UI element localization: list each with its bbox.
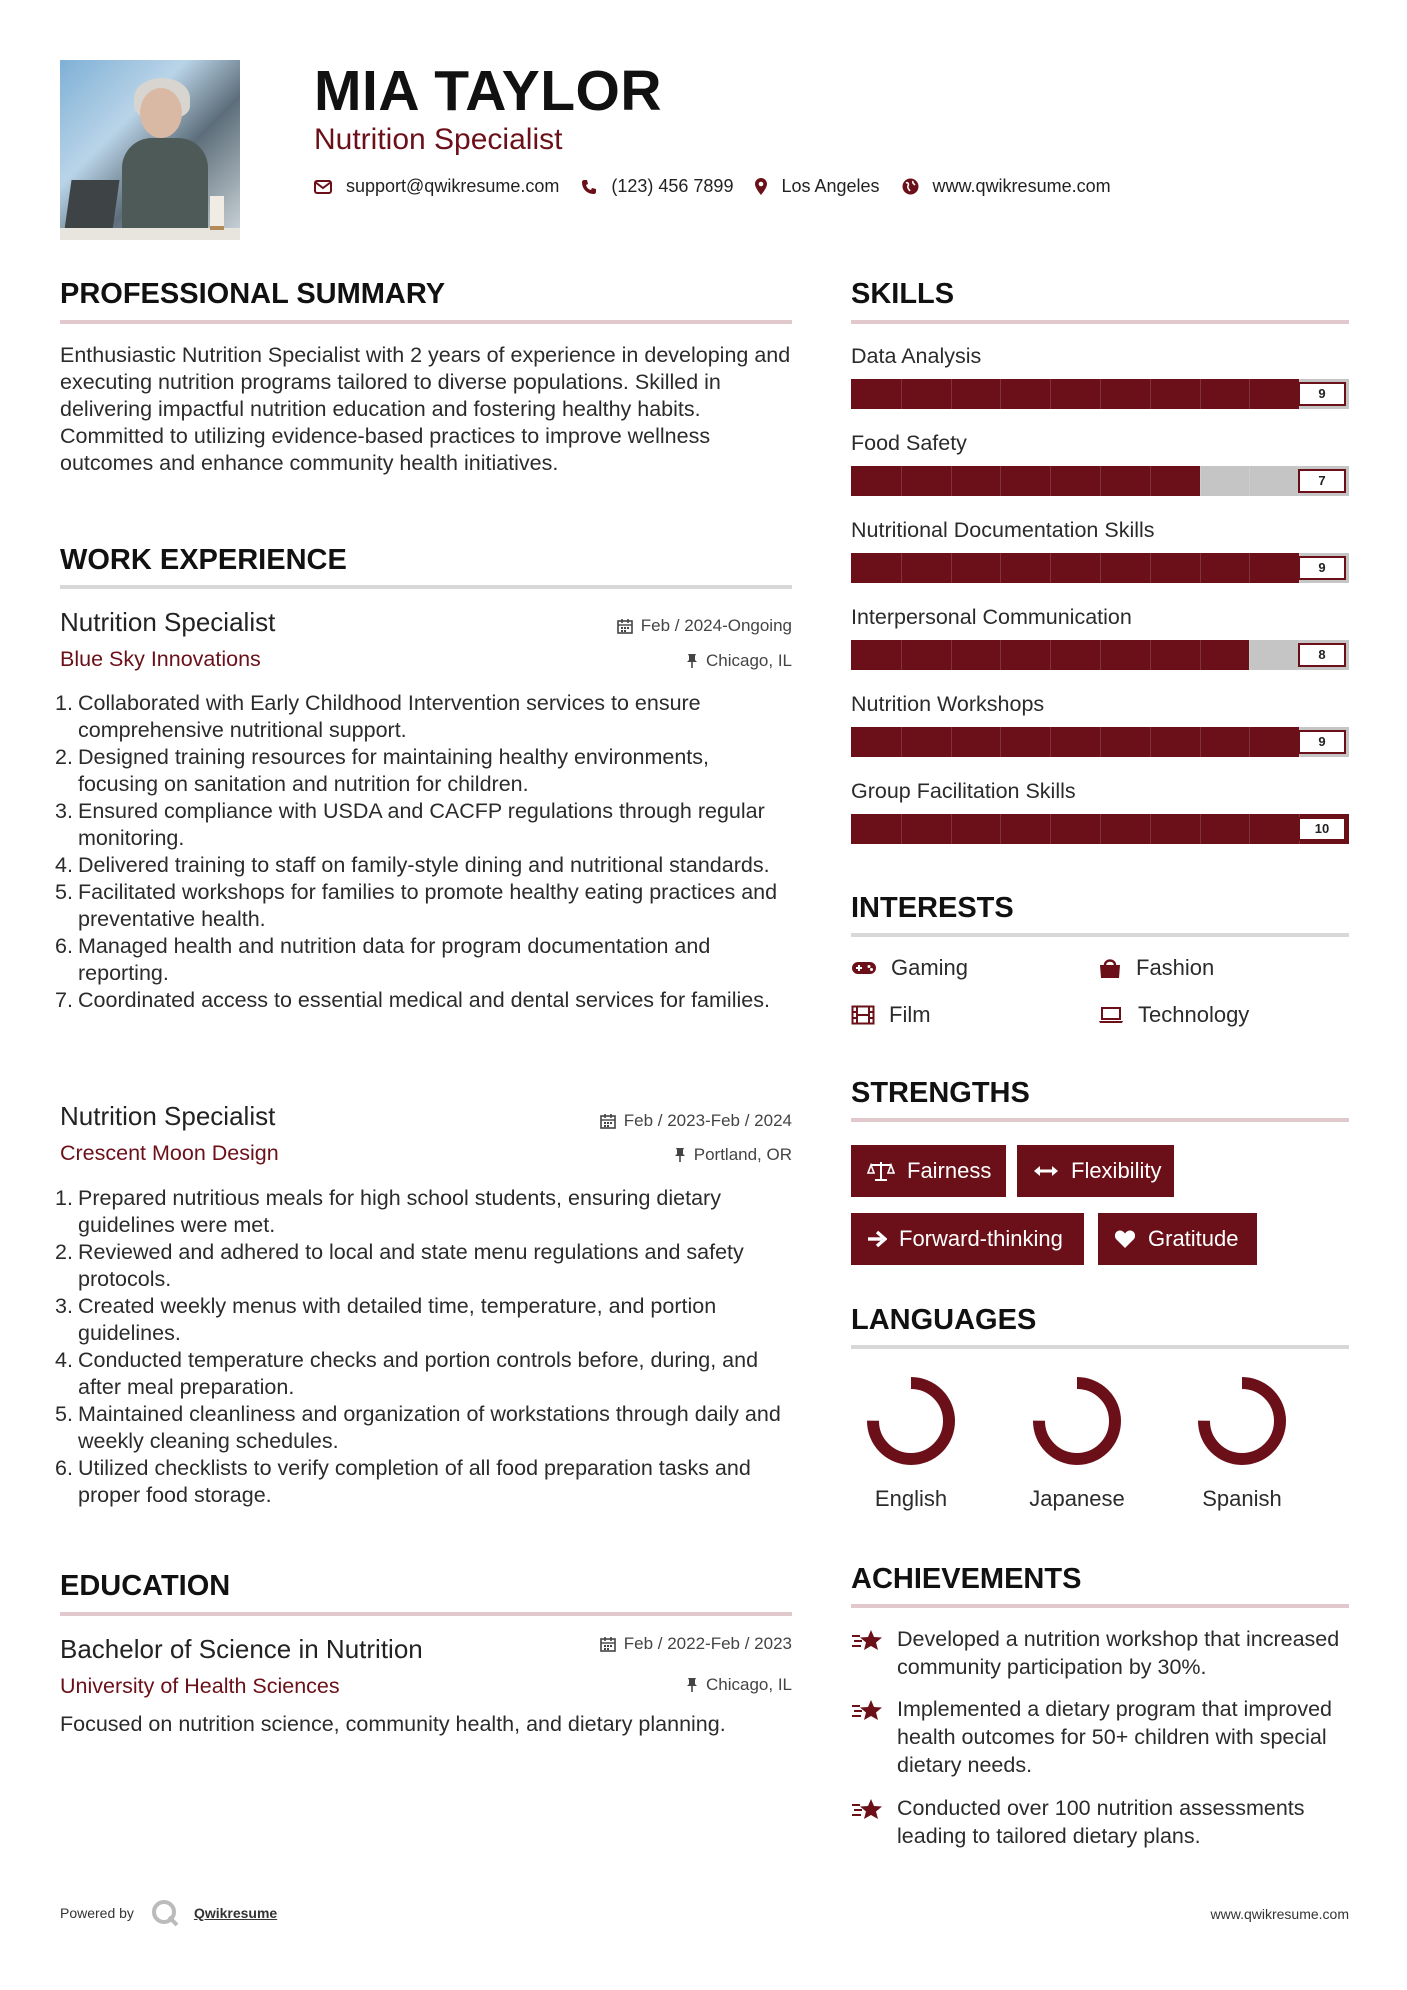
skill-value: 10 [1298, 817, 1346, 841]
skill-bar [851, 814, 1349, 844]
summary-divider [60, 320, 792, 324]
duty-item: 1. Collaborated with Early Childhood Intervention services to ensure comprehensive nutritional support. [55, 691, 701, 742]
job-location [674, 1144, 792, 1166]
skill-bar-segment [1150, 727, 1151, 757]
skill-bar [851, 553, 1349, 583]
film-icon [851, 1005, 875, 1025]
job-location [686, 650, 792, 672]
interest-label: Gaming [891, 955, 969, 980]
heart-icon [1114, 1229, 1136, 1249]
strengths-divider [851, 1118, 1349, 1122]
pushpin-icon [686, 1677, 698, 1693]
calendar-icon [617, 618, 633, 634]
shopping-bag-icon [1098, 957, 1122, 979]
arrows-horizontal-icon [1033, 1164, 1059, 1178]
skill-bar-segment [1100, 727, 1101, 757]
interest-fashion [1098, 954, 1214, 982]
experience-divider [60, 585, 792, 589]
achievement-item [851, 1695, 1351, 1779]
skill-fill [851, 379, 1299, 409]
skill-bar-segment [1249, 379, 1250, 409]
strength-label: Gratitude [1148, 1226, 1239, 1251]
skill-bar-segment [901, 640, 902, 670]
job-dates-text: Feb / 2024-Ongoing [640, 616, 792, 635]
strength-flexibility [1017, 1145, 1174, 1197]
skill-bar-segment [901, 727, 902, 757]
skill-bar-segment [1249, 727, 1250, 757]
skill-fill [851, 466, 1200, 496]
skill-value: 9 [1298, 730, 1346, 754]
skill-item [851, 516, 1349, 583]
skill-bar-segment [1249, 553, 1250, 583]
language-name: English [874, 1486, 948, 1511]
skill-bar-segment [901, 814, 902, 844]
skill-value: 8 [1298, 643, 1346, 667]
education-dates-text: Feb / 2022-Feb / 2023 [623, 1634, 792, 1653]
language-proficiency-ring [1029, 1373, 1125, 1469]
skill-name: Food Safety [851, 431, 967, 455]
strength-forward-thinking [851, 1213, 1084, 1265]
skill-item [851, 603, 1349, 670]
skill-bar-segment [1000, 466, 1001, 496]
skill-bar-segment [951, 553, 952, 583]
interest-technology [1098, 1001, 1249, 1029]
education-degree: Bachelor of Science in Nutrition [60, 1634, 423, 1664]
duty-item: 3. Created weekly menus with detailed time, temperature, and portion guidelines. [55, 1294, 717, 1345]
language-japanese [1012, 1373, 1142, 1513]
contact-bar [314, 176, 1133, 197]
shooting-star-icon [851, 1794, 897, 1850]
skill-bar-segment [1249, 466, 1250, 496]
contact-phone: (123) 456 7899 [611, 176, 734, 196]
gamepad-icon [851, 960, 877, 976]
skill-name: Nutrition Workshops [851, 692, 1045, 716]
map-marker-icon [755, 178, 767, 195]
languages-divider [851, 1345, 1349, 1349]
language-spanish [1177, 1373, 1307, 1513]
skill-bar [851, 727, 1349, 757]
brand-link[interactable]: Qwikresume [193, 1905, 278, 1921]
skill-bar-segment [1150, 640, 1151, 670]
education-dates [600, 1633, 792, 1655]
job-dates [617, 615, 792, 637]
balance-scale-icon [867, 1160, 895, 1182]
skill-value: 9 [1298, 556, 1346, 580]
skill-bar-segment [1000, 814, 1001, 844]
job-dates-text: Feb / 2023-Feb / 2024 [623, 1111, 792, 1130]
interests-divider [851, 933, 1349, 937]
languages-heading: LANGUAGES [851, 1304, 1037, 1336]
skill-name: Data Analysis [851, 344, 982, 368]
skill-name: Group Facilitation Skills [851, 779, 1076, 803]
job-dates [600, 1110, 792, 1132]
duty-item: 6. Managed health and nutrition data for program documentation and reporting. [55, 934, 711, 985]
summary-text: Enthusiastic Nutrition Specialist with 2 years of experience in developing and executing nutrition programs tailored to diverse populations. Skilled in delivering impactful nutrition education and fostering healthy habits. Committed to utilizing evidence-based practices to improve wellness outcomes and enhance community health initiatives. [60, 343, 791, 475]
job-company: Blue Sky Innovations [60, 647, 261, 671]
job-title: Nutrition Specialist [60, 1101, 276, 1131]
skill-bar-segment [1050, 466, 1051, 496]
interest-label: Fashion [1136, 955, 1215, 980]
interest-film [851, 1001, 931, 1029]
duty-item: 4. Delivered training to staff on family-style dining and nutritional standards. [55, 853, 770, 877]
skill-bar [851, 466, 1349, 496]
laptop-icon [1098, 1006, 1124, 1024]
education-location-text: Chicago, IL [706, 1675, 792, 1694]
skill-bar-segment [1200, 379, 1201, 409]
skill-bar-segment [1100, 814, 1101, 844]
skills-divider [851, 320, 1349, 324]
strengths-heading: STRENGTHS [851, 1077, 1030, 1109]
skill-bar-segment [1200, 640, 1201, 670]
interests-heading: INTERESTS [851, 892, 1014, 924]
achievement-item [851, 1625, 1351, 1681]
footer-powered-by [60, 1898, 277, 1928]
skill-item [851, 690, 1349, 757]
strength-label: Flexibility [1071, 1158, 1162, 1183]
strength-gratitude [1098, 1213, 1257, 1265]
job-duties [55, 690, 792, 1014]
skill-bar-segment [1050, 553, 1051, 583]
skill-bar-segment [901, 379, 902, 409]
achievement-text: Developed a nutrition workshop that increased community participation by 30%. [897, 1627, 1340, 1679]
profile-photo [60, 60, 240, 240]
skill-bar-segment [1100, 553, 1101, 583]
duty-item: 6. Utilized checklists to verify completion of all food preparation tasks and proper food storage. [55, 1456, 751, 1507]
skill-bar-segment [1249, 814, 1250, 844]
achievements-heading: ACHIEVEMENTS [851, 1563, 1082, 1595]
skill-item [851, 342, 1349, 409]
skill-bar-segment [1000, 553, 1001, 583]
skills-heading: SKILLS [851, 278, 955, 310]
language-english [846, 1373, 976, 1513]
skill-bar [851, 379, 1349, 409]
achievement-text: Implemented a dietary program that improved health outcomes for 50+ children with special dietary needs. [897, 1697, 1332, 1777]
skill-bar [851, 640, 1349, 670]
phone-icon [581, 179, 597, 195]
skill-bar-segment [1050, 727, 1051, 757]
skill-bar-segment [951, 727, 952, 757]
skill-bar-segment [1200, 553, 1201, 583]
achievement-text: Conducted over 100 nutrition assessments leading to tailored dietary plans. [897, 1796, 1305, 1848]
duty-item: 3. Ensured compliance with USDA and CACFP regulations through regular monitoring. [55, 799, 765, 850]
skill-bar-segment [1100, 640, 1101, 670]
skill-fill [851, 553, 1299, 583]
contact-website[interactable]: www.qwikresume.com [932, 176, 1111, 196]
job-location-text: Portland, OR [693, 1145, 792, 1164]
strength-label: Fairness [907, 1158, 992, 1183]
skill-bar-segment [1000, 379, 1001, 409]
interest-gaming [851, 954, 968, 982]
skill-fill [851, 727, 1299, 757]
calendar-icon [600, 1113, 616, 1129]
job-company: Crescent Moon Design [60, 1141, 279, 1165]
duty-item: 1. Prepared nutritious meals for high school students, ensuring dietary guidelines were met. [55, 1186, 721, 1237]
skill-bar-segment [1100, 466, 1101, 496]
skill-bar-segment [1249, 640, 1250, 670]
pushpin-icon [686, 653, 698, 669]
skill-bar-segment [1100, 379, 1101, 409]
education-divider [60, 1612, 792, 1616]
skill-bar-segment [951, 466, 952, 496]
shooting-star-icon [851, 1695, 897, 1779]
interest-label: Film [889, 1002, 931, 1027]
education-heading: EDUCATION [60, 1570, 231, 1602]
skill-bar-segment [1200, 466, 1201, 496]
skill-bar-segment [1050, 814, 1051, 844]
skill-bar-segment [1050, 640, 1051, 670]
duty-item: 4. Conducted temperature checks and portion controls before, during, and after meal preparation. [55, 1348, 759, 1399]
globe-icon [902, 178, 919, 195]
skill-bar-segment [1000, 727, 1001, 757]
skill-value: 7 [1298, 469, 1346, 493]
footer-website[interactable]: www.qwikresume.com [1210, 1906, 1349, 1922]
language-proficiency-ring [863, 1373, 959, 1469]
skill-name: Interpersonal Communication [851, 605, 1132, 629]
candidate-name: MIA TAYLOR [314, 59, 663, 123]
pushpin-icon [674, 1147, 686, 1163]
qwikresume-logo-icon [150, 1898, 180, 1928]
strength-fairness [851, 1145, 1006, 1197]
skill-name: Nutritional Documentation Skills [851, 518, 1155, 542]
candidate-title: Nutrition Specialist [314, 123, 563, 156]
skill-value: 9 [1298, 382, 1346, 406]
language-name: Japanese [1029, 1486, 1125, 1511]
achievements-divider [851, 1604, 1349, 1608]
duty-item: 2. Designed training resources for maintaining healthy environments, focusing on sanitation and nutrition for children. [55, 745, 710, 796]
education-location [686, 1674, 792, 1696]
duty-item: 5. Facilitated workshops for families to promote healthy eating practices and preventative health. [55, 880, 778, 931]
job-location-text: Chicago, IL [706, 651, 792, 670]
skill-item [851, 429, 1349, 496]
skill-bar-segment [1000, 640, 1001, 670]
interest-label: Technology [1138, 1002, 1250, 1027]
achievement-item [851, 1794, 1351, 1850]
skill-bar-segment [1150, 466, 1151, 496]
skill-bar-segment [1150, 553, 1151, 583]
skill-bar-segment [1200, 727, 1201, 757]
skill-bar-segment [1150, 814, 1151, 844]
contact-email[interactable]: support@qwikresume.com [346, 176, 560, 196]
skill-bar-segment [951, 814, 952, 844]
shooting-star-icon [851, 1625, 897, 1681]
experience-heading: WORK EXPERIENCE [60, 544, 347, 576]
duty-item: 2. Reviewed and adhered to local and state menu regulations and safety protocols. [55, 1240, 744, 1291]
skill-bar-segment [1150, 379, 1151, 409]
duty-item: 7. Coordinated access to essential medical and dental services for families. [55, 988, 770, 1012]
education-description: Focused on nutrition science, community health, and dietary planning. [60, 1712, 726, 1736]
skill-item [851, 777, 1349, 844]
language-name: Spanish [1202, 1486, 1282, 1511]
powered-by-label: Powered by [60, 1905, 134, 1921]
job-duties [55, 1185, 792, 1509]
skill-bar-segment [901, 466, 902, 496]
language-proficiency-ring [1194, 1373, 1290, 1469]
skill-bar-segment [1200, 814, 1201, 844]
envelope-icon [314, 180, 332, 194]
calendar-icon [600, 1636, 616, 1652]
skill-bar-segment [1050, 379, 1051, 409]
duty-item: 5. Maintained cleanliness and organization of workstations through daily and weekly cleaning schedules. [55, 1402, 781, 1453]
summary-heading: PROFESSIONAL SUMMARY [60, 278, 446, 310]
job-title: Nutrition Specialist [60, 607, 276, 637]
arrow-right-icon [867, 1230, 887, 1248]
contact-location: Los Angeles [781, 176, 880, 196]
skill-bar-segment [901, 553, 902, 583]
education-school: University of Health Sciences [60, 1674, 340, 1698]
skill-bar-segment [951, 640, 952, 670]
strength-label: Forward-thinking [899, 1226, 1063, 1251]
skill-bar-segment [951, 379, 952, 409]
